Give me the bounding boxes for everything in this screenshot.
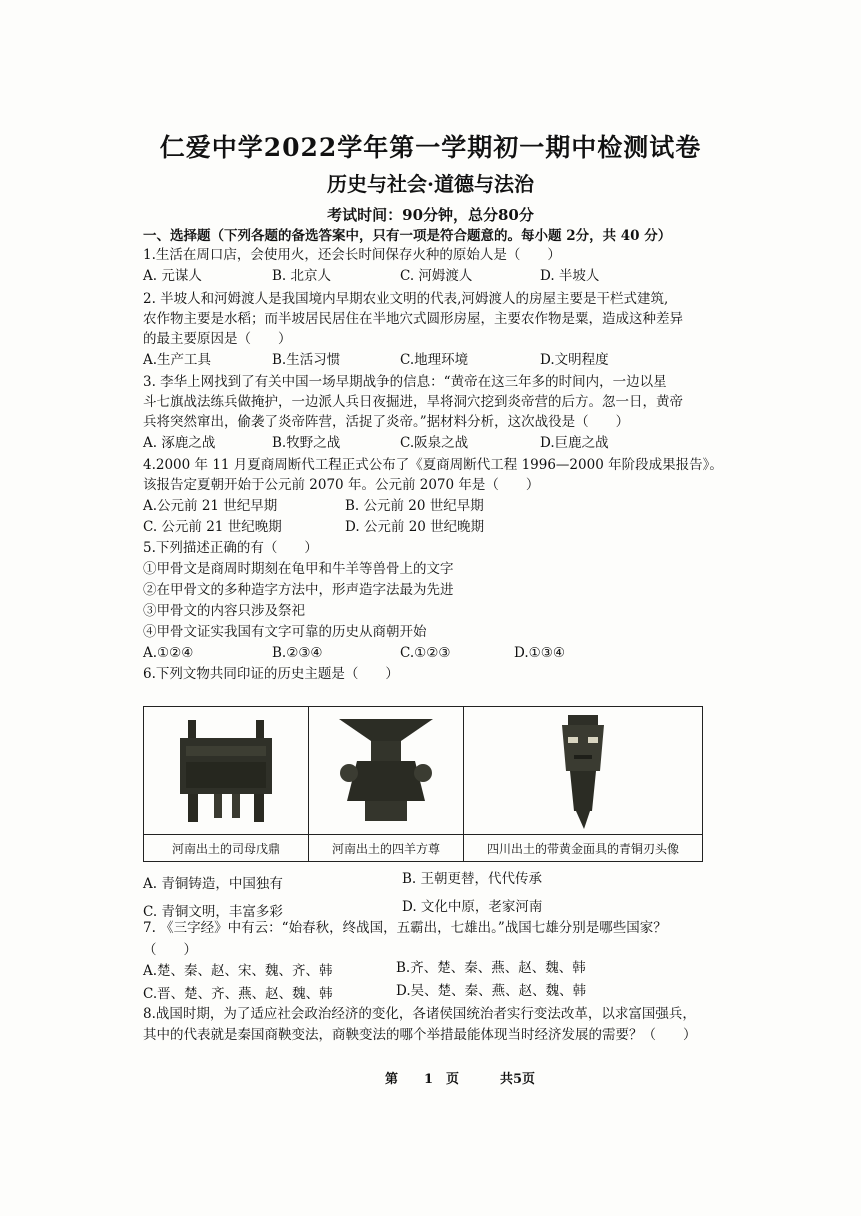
q3-option-d: D.巨鹿之战 bbox=[540, 435, 609, 451]
q5-option-d: D.①③④ bbox=[514, 645, 565, 661]
q5-option-a: A.①②④ bbox=[143, 645, 194, 661]
page-number: 第 1 页 bbox=[385, 1072, 460, 1087]
q2-option-a: A.生产工具 bbox=[143, 352, 212, 368]
q7-stem-line1: 7. 《三字经》中有云：“始春秋，终战国，五霸出，七雄出。”战国七雄分别是哪些国家？ bbox=[143, 920, 667, 936]
q6-option-d: D. 文化中原，老家河南 bbox=[402, 899, 543, 915]
section-heading: 一、选择题（下列各题的备选答案中，只有一项是符合题意的。每小题 2分，共 40 分） bbox=[143, 228, 672, 244]
q3-stem-line3: 兵将突然窜出，偷袭了炎帝阵营，活捉了炎帝。”据材料分析，这次战役是（ ） bbox=[143, 414, 630, 430]
q2-stem-line2: 农作物主要是水稻；而半坡居民居住在半地穴式圆形房屋，主要农作物是粟，造成这种差异 bbox=[143, 311, 683, 327]
q4-option-a: A.公元前 21 世纪早期 bbox=[143, 498, 278, 514]
q1-option-a: A. 元谋人 bbox=[143, 268, 202, 284]
q4-stem-line2: 该报告定夏朝开始于公元前 2070 年。公元前 2070 年是（ ） bbox=[143, 477, 540, 493]
q5-statement-4: ④甲骨文证实我国有文字可靠的历史从商朝开始 bbox=[143, 624, 427, 640]
q6-stem: 6.下列文物共同印证的历史主题是（ ） bbox=[143, 666, 399, 682]
q2-stem-line3: 的最主要原因是（ ） bbox=[143, 331, 292, 347]
q7-stem-line2: （ ） bbox=[143, 942, 197, 958]
q3-option-b: B.牧野之战 bbox=[272, 435, 341, 451]
q2-stem-line1: 2. 半坡人和河姆渡人是我国境内早期农业文明的代表,河姆渡人的房屋主要是干栏式建筑, bbox=[143, 291, 669, 307]
q5-statement-1: ①甲骨文是商周时期刻在龟甲和牛羊等兽骨上的文字 bbox=[143, 561, 454, 577]
q5-stem: 5.下列描述正确的有（ ） bbox=[143, 540, 318, 556]
q1-option-b: B. 北京人 bbox=[272, 268, 332, 284]
q5-option-c: C.①②③ bbox=[400, 645, 451, 661]
artifact-figure-table bbox=[143, 706, 703, 862]
q4-option-c: C. 公元前 21 世纪晚期 bbox=[143, 519, 282, 535]
q6-option-a: A. 青铜铸造，中国独有 bbox=[143, 876, 283, 892]
q3-stem-line2: 斗七旗战法练兵做掩护，一边派人兵日夜掘进，旱将洞穴挖到炎帝营的后方。忽一日，黄帝 bbox=[143, 394, 683, 410]
artifact-cell-2 bbox=[309, 707, 464, 861]
q4-option-d: D. 公元前 20 世纪晚期 bbox=[345, 519, 485, 535]
four-ram-square-zun-image bbox=[309, 707, 463, 834]
q3-option-c: C.阪泉之战 bbox=[400, 435, 469, 451]
artifact-cell-3 bbox=[464, 707, 702, 861]
q2-option-b: B.生活习惯 bbox=[272, 352, 341, 368]
q5-option-b: B.②③④ bbox=[272, 645, 323, 661]
q3-option-a: A. 涿鹿之战 bbox=[143, 435, 216, 451]
q6-option-b: B. 王朝更替，代代传承 bbox=[402, 871, 543, 887]
gold-mask-bronze-head-image bbox=[464, 707, 702, 834]
q7-option-c: C.晋、楚、齐、燕、赵、魏、韩 bbox=[143, 986, 333, 1002]
q8-stem-line1: 8.战国时期，为了适应社会政治经济的变化，各诸侯国统治者实行变法改革，以求富国强兵， bbox=[143, 1006, 696, 1022]
q1-option-d: D. 半坡人 bbox=[540, 268, 600, 284]
q4-option-b: B. 公元前 20 世纪早期 bbox=[345, 498, 484, 514]
artifact-caption-3: 四川出土的带黄金面具的青铜刃头像 bbox=[464, 834, 702, 861]
q8-stem-line2: 其中的代表就是秦国商鞅变法，商鞅变法的哪个举措最能体现当时经济发展的需要？（ ） bbox=[143, 1027, 697, 1043]
q7-option-a: A.楚、秦、赵、宋、魏、齐、韩 bbox=[143, 963, 333, 979]
q1-option-c: C. 河姆渡人 bbox=[400, 268, 473, 284]
exam-info: 考试时间：90分钟，总分80分 bbox=[327, 206, 534, 224]
q3-stem-line1: 3. 李华上网找到了有关中国一场早期战争的信息：“黄帝在这三年多的时间内，一边以星 bbox=[143, 374, 667, 390]
artifact-caption-1: 河南出土的司母戊鼎 bbox=[144, 834, 308, 861]
total-pages: 共5页 bbox=[500, 1072, 536, 1087]
q4-stem-line1: 4.2000 年 11 月夏商周断代工程正式公布了《夏商周断代工程 1996—2000 年阶段成果报告》。 bbox=[143, 457, 723, 473]
q5-statement-2: ②在甲骨文的多种造字方法中，形声造字法最为先进 bbox=[143, 582, 454, 598]
page-title: 仁爱中学2022学年第一学期初一期中检测试卷 bbox=[159, 133, 702, 162]
q7-option-b: B.齐、楚、秦、燕、赵、魏、韩 bbox=[396, 960, 586, 976]
q7-option-d: D.吴、楚、秦、燕、赵、魏、韩 bbox=[396, 983, 587, 999]
q2-option-c: C.地理环境 bbox=[400, 352, 469, 368]
simuwu-ding-image bbox=[144, 707, 308, 834]
q2-option-d: D.文明程度 bbox=[540, 352, 609, 368]
q6-option-c: C. 青铜文明，丰富多彩 bbox=[143, 904, 283, 920]
q5-statement-3: ③甲骨文的内容只涉及祭祀 bbox=[143, 603, 305, 619]
page-subtitle: 历史与社会·道德与法治 bbox=[327, 172, 534, 196]
q1-stem: 1.生活在周口店，会使用火，还会长时间保存火种的原始人是（ ） bbox=[143, 247, 561, 263]
artifact-caption-2: 河南出土的四羊方尊 bbox=[309, 834, 463, 861]
artifact-cell-1 bbox=[144, 707, 309, 861]
